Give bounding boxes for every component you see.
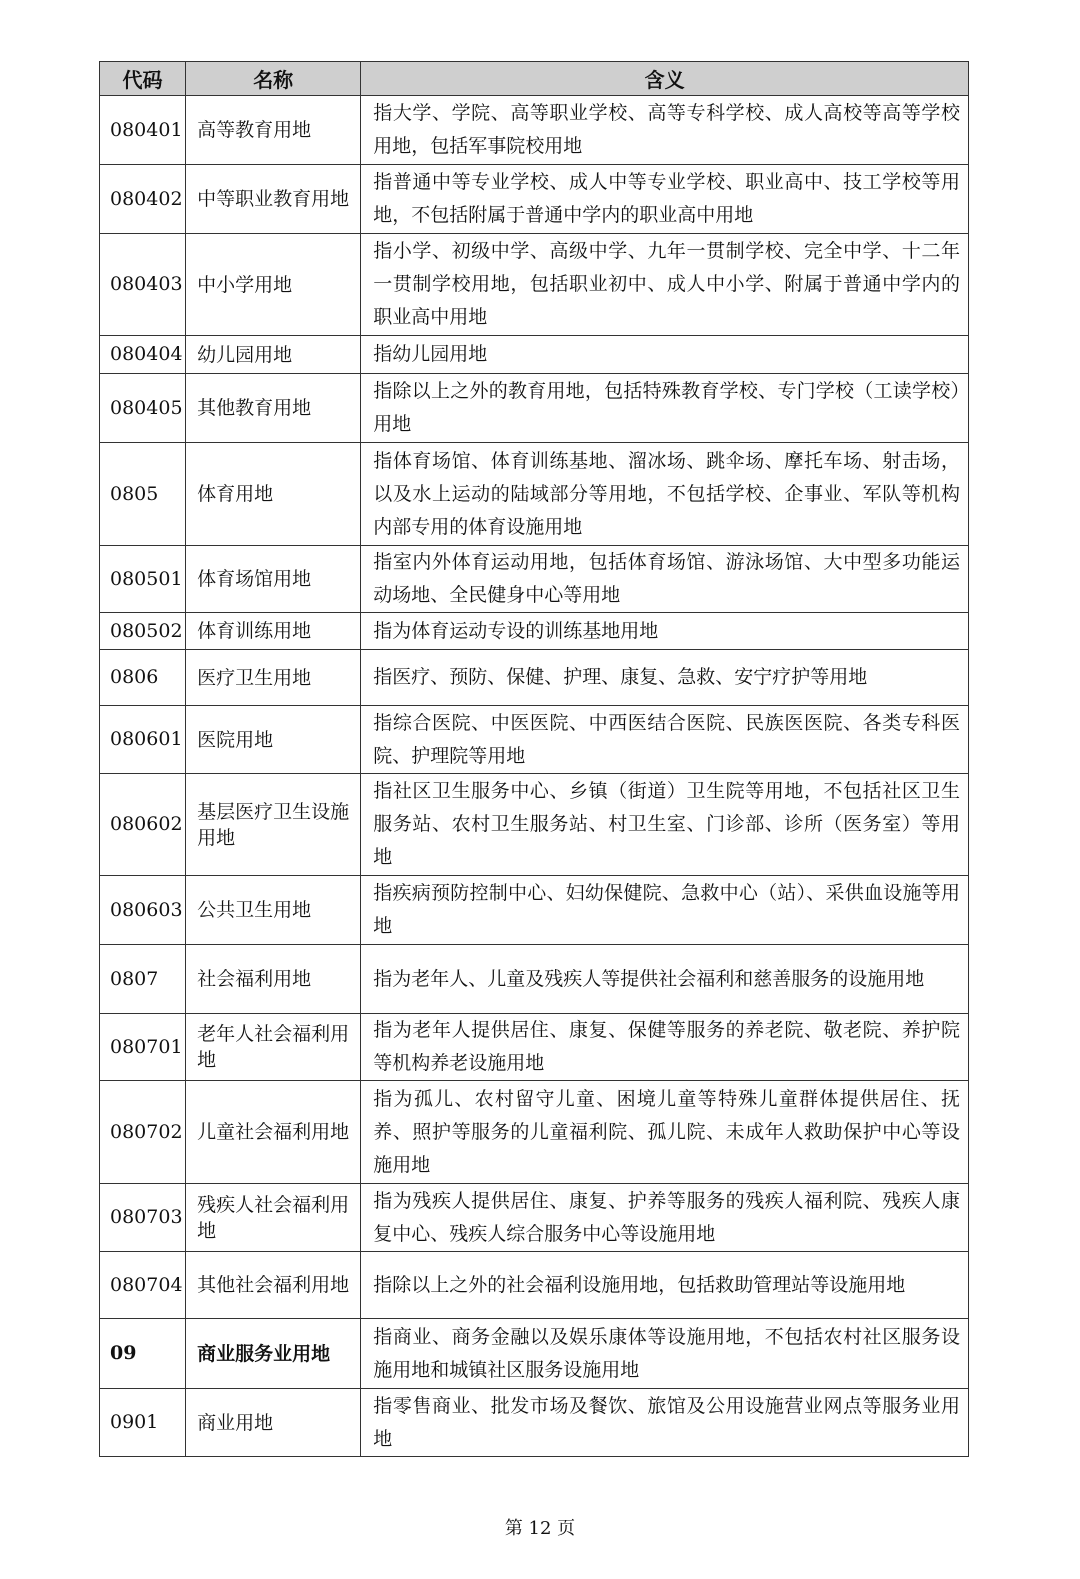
row-name: 体育训练用地: [186, 613, 361, 650]
row-code: 080501: [100, 546, 186, 613]
row-name: 社会福利用地: [186, 945, 361, 1014]
page-number: 第 12 页: [504, 1518, 576, 1539]
header-name: 名称: [186, 62, 361, 96]
row-name: 商业服务业用地: [186, 1319, 361, 1389]
row-code: 080405: [100, 374, 186, 443]
row-code: 080704: [100, 1252, 186, 1319]
row-name: 基层医疗卫生设施用地: [186, 774, 361, 876]
row-code: 080603: [100, 876, 186, 945]
row-definition: 指除以上之外的社会福利设施用地，包括救助管理站等设施用地: [361, 1252, 969, 1319]
row-definition: 指为老年人提供居住、康复、保健等服务的养老院、敬老院、养护院等机构养老设施用地: [361, 1014, 969, 1081]
table-row: [100, 613, 969, 650]
row-definition: 指小学、初级中学、高级中学、九年一贯制学校、完全中学、十二年一贯制学校用地，包括职业初中、成人中小学、附属于普通中学内的职业高中用地: [361, 234, 969, 336]
row-definition: 指除以上之外的教育用地，包括特殊教育学校、专门学校（工读学校）用地: [361, 374, 969, 443]
row-name: 幼儿园用地: [186, 336, 361, 374]
table-row: [100, 336, 969, 374]
row-definition: 指为残疾人提供居住、康复、护养等服务的残疾人福利院、残疾人康复中心、残疾人综合服务中心等设施用地: [361, 1184, 969, 1252]
row-definition: 指商业、商务金融以及娱乐康体等设施用地，不包括农村社区服务设施用地和城镇社区服务设施用地: [361, 1319, 969, 1389]
row-code: 080702: [100, 1081, 186, 1184]
row-code: 080402: [100, 165, 186, 234]
row-code: 09: [100, 1319, 186, 1389]
row-name: 其他社会福利用地: [186, 1252, 361, 1319]
table-row: [100, 443, 969, 546]
row-definition: 指综合医院、中医医院、中西医结合医院、民族医医院、各类专科医院、护理院等用地: [361, 706, 969, 774]
row-name: 中等职业教育用地: [186, 165, 361, 234]
row-name: 残疾人社会福利用地: [186, 1184, 361, 1252]
row-definition: 指疾病预防控制中心、妇幼保健院、急救中心（站）、采供血设施等用地: [361, 876, 969, 945]
land-use-table: [99, 61, 969, 1457]
row-definition: 指医疗、预防、保健、护理、康复、急救、安宁疗护等用地: [361, 650, 969, 706]
table-row: [100, 165, 969, 234]
row-name: 体育场馆用地: [186, 546, 361, 613]
row-code: 080701: [100, 1014, 186, 1081]
table-row: [100, 1184, 969, 1252]
row-definition: 指社区卫生服务中心、乡镇（街道）卫生院等用地，不包括社区卫生服务站、农村卫生服务站、村卫生室、门诊部、诊所（医务室）等用地: [361, 774, 969, 876]
row-code: 080602: [100, 774, 186, 876]
row-name: 老年人社会福利用地: [186, 1014, 361, 1081]
table-row: [100, 876, 969, 945]
row-name: 高等教育用地: [186, 96, 361, 165]
row-code: 080601: [100, 706, 186, 774]
row-name: 公共卫生用地: [186, 876, 361, 945]
table-row: [100, 774, 969, 876]
table-row: [100, 96, 969, 165]
row-code: 080703: [100, 1184, 186, 1252]
row-code: 080404: [100, 336, 186, 374]
table-row: [100, 1014, 969, 1081]
row-name: 商业用地: [186, 1389, 361, 1457]
row-definition: 指普通中等专业学校、成人中等专业学校、职业高中、技工学校等用地，不包括附属于普通中学内的职业高中用地: [361, 165, 969, 234]
row-definition: 指大学、学院、高等职业学校、高等专科学校、成人高校等高等学校用地，包括军事院校用地: [361, 96, 969, 165]
table-row: [100, 1319, 969, 1389]
header-row: [100, 62, 969, 96]
row-name: 体育用地: [186, 443, 361, 546]
table-row: [100, 945, 969, 1014]
header-code: 代码: [100, 62, 186, 96]
row-definition: 指体育场馆、体育训练基地、溜冰场、跳伞场、摩托车场、射击场，以及水上运动的陆域部分等用地，不包括学校、企事业、军队等机构内部专用的体育设施用地: [361, 443, 969, 546]
table-row: [100, 546, 969, 613]
row-definition: 指为孤儿、农村留守儿童、困境儿童等特殊儿童群体提供居住、抚养、照护等服务的儿童福利院、孤儿院、未成年人救助保护中心等设施用地: [361, 1081, 969, 1184]
row-name: 中小学用地: [186, 234, 361, 336]
table-row: [100, 1252, 969, 1319]
table-row: [100, 706, 969, 774]
table-row: [100, 234, 969, 336]
table-row: [100, 1389, 969, 1457]
row-code: 080401: [100, 96, 186, 165]
row-code: 0806: [100, 650, 186, 706]
table-row: [100, 1081, 969, 1184]
row-code: 0901: [100, 1389, 186, 1457]
row-definition: 指幼儿园用地: [361, 336, 969, 374]
row-name: 医院用地: [186, 706, 361, 774]
row-name: 医疗卫生用地: [186, 650, 361, 706]
row-code: 0807: [100, 945, 186, 1014]
row-definition: 指为老年人、儿童及残疾人等提供社会福利和慈善服务的设施用地: [361, 945, 969, 1014]
row-code: 0805: [100, 443, 186, 546]
row-code: 080502: [100, 613, 186, 650]
table-row: [100, 650, 969, 706]
row-name: 其他教育用地: [186, 374, 361, 443]
row-definition: 指零售商业、批发市场及餐饮、旅馆及公用设施营业网点等服务业用地: [361, 1389, 969, 1457]
row-definition: 指为体育运动专设的训练基地用地: [361, 613, 969, 650]
row-definition: 指室内外体育运动用地，包括体育场馆、游泳场馆、大中型多功能运动场地、全民健身中心等用地: [361, 546, 969, 613]
header-definition: 含义: [361, 62, 969, 96]
row-code: 080403: [100, 234, 186, 336]
row-name: 儿童社会福利用地: [186, 1081, 361, 1184]
table-row: [100, 374, 969, 443]
